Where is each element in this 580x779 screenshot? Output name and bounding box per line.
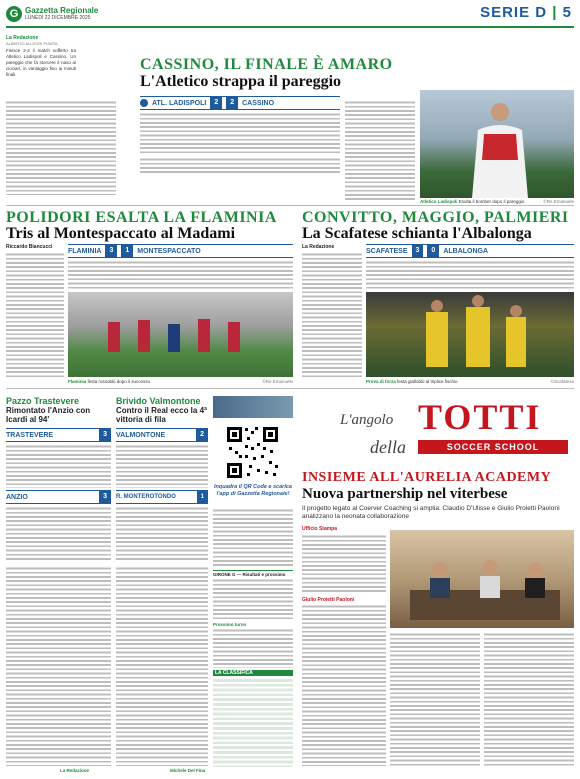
next-round-list xyxy=(213,628,293,668)
cassino-author-sub: ALBERTO ALLEGRI PIANTA xyxy=(6,41,58,46)
trastevere-score2 xyxy=(6,490,111,504)
next-round-title: Prossimo turno xyxy=(213,622,247,627)
valmontone-score1-value: 2 xyxy=(196,429,208,441)
totti-logo-brand: TOTTI xyxy=(418,397,542,437)
cassino-body-col2 xyxy=(345,100,415,200)
divider xyxy=(6,388,574,389)
flaminia-away-score: 1 xyxy=(121,245,133,257)
flaminia-subheadline: Tris al Montespaccato al Madami xyxy=(6,225,236,242)
cassino-home-team: ATL. LADISPOLI xyxy=(152,99,207,107)
qr-text: Inquadra il QR Code e scarica l'app di Gazzetta Regionale! xyxy=(214,484,292,497)
bottom-byline-left: La Redazione xyxy=(60,768,90,773)
cassino-caption xyxy=(420,199,574,204)
section-label xyxy=(480,4,572,21)
flaminia-caption-name: Flaminia xyxy=(68,379,87,384)
scafatese-photo xyxy=(366,292,574,377)
valmontone-lineup1 xyxy=(116,444,208,488)
scafatese-headline: CONVITTO, MAGGIO, PALMIERI xyxy=(302,209,569,226)
cassino-kicker xyxy=(6,35,156,46)
cassino-referee-notes xyxy=(140,157,340,175)
totti-logo-banner: SOCCER SCHOOL xyxy=(418,440,568,454)
page-number: 5 xyxy=(562,4,572,21)
trastevere-score1 xyxy=(6,428,111,442)
issue-date: LUNEDÌ 22 DICEMBRE 2025 xyxy=(25,15,91,21)
trastevere-headline: Pazzo Trastevere xyxy=(6,396,80,406)
standings-title: LA CLASSIFICA xyxy=(213,670,293,676)
totti-author: Ufficio Stampa xyxy=(302,526,338,532)
totti-headline: INSIEME ALL'AURELIA ACADEMY xyxy=(302,470,552,485)
section-separator: | xyxy=(552,4,558,21)
scafatese-away-score: 0 xyxy=(427,245,439,257)
scafatese-home-score: 3 xyxy=(412,245,424,257)
bottom-byline-center: Michele Del Fina xyxy=(170,768,206,773)
scafatese-lineups xyxy=(366,260,574,290)
section-name: SERIE D xyxy=(480,4,548,21)
flaminia-home-team: FLAMINIA xyxy=(68,247,102,255)
girone-title: GIRONE G — Risultati e prossimo xyxy=(213,570,293,582)
valmontone-score1 xyxy=(116,428,208,442)
totti-logo-mid: della xyxy=(370,437,406,457)
scafatese-caption-text: festa gialloblù al triplice fischio xyxy=(397,379,458,384)
cassino-home-score: 2 xyxy=(210,97,222,109)
trastevere-lineup1 xyxy=(6,444,111,488)
player-figure-icon xyxy=(420,90,574,198)
totti-body-col1b xyxy=(302,604,386,766)
totti-body-col3 xyxy=(484,632,574,766)
players-figure-icon xyxy=(68,292,293,377)
center-article-body xyxy=(213,508,293,568)
qr-code-icon[interactable] xyxy=(225,425,280,480)
cassino-caption-text: Esulta il bomber dopo il pareggio xyxy=(458,199,525,204)
scafatese-scoreboard xyxy=(366,244,574,258)
flaminia-away-team: MONTESPACCATO xyxy=(137,247,201,255)
valmontone-lineup2 xyxy=(116,506,208,561)
newspaper-name: Gazzetta Regionale xyxy=(25,6,99,15)
valmontone-heading xyxy=(116,396,208,424)
totti-logo-top: L'angolo xyxy=(340,412,394,428)
flaminia-photo xyxy=(68,292,293,377)
totti-photo xyxy=(390,530,574,628)
totti-section-heading: Giulio Proietti Paolonì xyxy=(302,597,355,603)
cassino-photo-credit: ©Re Emanuele xyxy=(543,199,574,204)
scafatese-caption xyxy=(366,379,574,384)
totti-standfirst: Il progetto legato al Coerver Coaching si amplia: Claudio D'Ulisse e Giulio Proietti Paolonì analizzano la neonata collaborazione xyxy=(302,505,560,520)
cassino-subheadline: L'Atletico strappa il pareggio xyxy=(140,73,342,90)
totti-body-col2 xyxy=(390,632,480,766)
cassino-lead: Finisce 2-2 il match sofferto tra Atletico Ladispoli e Cassino. Un pareggio che fa storcere il naso ai ciociari, in vantaggio fino ai minuti finali. xyxy=(6,48,76,77)
trastevere-lineup2 xyxy=(6,506,111,561)
flaminia-lineups xyxy=(68,260,293,290)
flaminia-scoreboard xyxy=(68,244,293,258)
flaminia-home-score: 3 xyxy=(105,245,117,257)
cassino-author: La Redazione xyxy=(6,35,39,41)
valmontone-subheadline: Contro il Real ecco la 4ª vittoria di fila xyxy=(116,406,207,424)
qr-code-graphic xyxy=(225,425,280,480)
totti-subheadline: Nuova partnership nel viterbese xyxy=(302,486,508,502)
divider xyxy=(6,205,574,206)
cassino-scoreboard xyxy=(140,96,340,110)
valmontone-team2: R. MONTEROTONDO xyxy=(116,494,176,500)
cassino-body-col1 xyxy=(6,100,116,195)
trastevere-score2-value: 3 xyxy=(99,491,111,503)
trastevere-heading xyxy=(6,396,111,424)
meeting-people-icon xyxy=(390,530,574,628)
valmontone-headline: Brivido Valmontone xyxy=(116,396,201,406)
valmontone-score2-value: 1 xyxy=(197,491,208,503)
scafatese-subheadline: La Scafatese schianta l'Albalonga xyxy=(302,225,532,242)
valmontone-team1: VALMONTONE xyxy=(116,431,166,439)
trastevere-body xyxy=(6,566,111,766)
trastevere-score1-value: 3 xyxy=(99,429,111,441)
valmontone-score2 xyxy=(116,490,208,504)
scafatese-body-col1 xyxy=(302,252,362,377)
header-rule xyxy=(6,26,574,28)
cassino-away-score: 2 xyxy=(226,97,238,109)
scafatese-author: La Redazione xyxy=(302,244,335,250)
flaminia-caption-text: festa rossoblù dopo il successo xyxy=(87,379,151,384)
newspaper-logo: G xyxy=(6,6,22,22)
flaminia-caption xyxy=(68,379,293,384)
scafatese-photo-credit: ©Scafatese xyxy=(550,379,574,384)
celebration-figure-icon xyxy=(366,292,574,377)
cassino-lineups xyxy=(140,112,340,155)
trastevere-subheadline: Rimontato l'Anzio con Icardi al 94' xyxy=(6,406,91,424)
standings-table xyxy=(213,677,293,767)
cassino-photo xyxy=(420,90,574,198)
totti-logo xyxy=(300,392,574,468)
totti-body-col1 xyxy=(302,534,386,594)
cassino-away-team: CASSINO xyxy=(242,99,275,107)
scafatese-home-team: SCAFATESE xyxy=(366,247,408,255)
cassino-headline: CASSINO, IL FINALE È AMARO xyxy=(140,56,393,73)
trastevere-team2: ANZIO xyxy=(6,493,28,501)
flaminia-photo-credit: ©Re Emanuele xyxy=(262,379,293,384)
flaminia-body-col1 xyxy=(6,252,64,377)
scafatese-caption-name: Prova di forza xyxy=(366,379,396,384)
cassino-home-crest xyxy=(140,99,148,107)
flaminia-headline: POLIDORI ESALTA LA FLAMINIA xyxy=(6,209,277,226)
valmontone-body xyxy=(116,566,208,766)
scafatese-away-team: ALBALONGA xyxy=(443,247,489,255)
girone-results xyxy=(213,578,293,620)
trastevere-team1: TRASTEVERE xyxy=(6,431,54,439)
flaminia-author: Riccardo Biancucci xyxy=(6,244,53,250)
cassino-caption-name: Atletico Ladispoli xyxy=(420,199,458,204)
ad-photo xyxy=(213,396,293,418)
